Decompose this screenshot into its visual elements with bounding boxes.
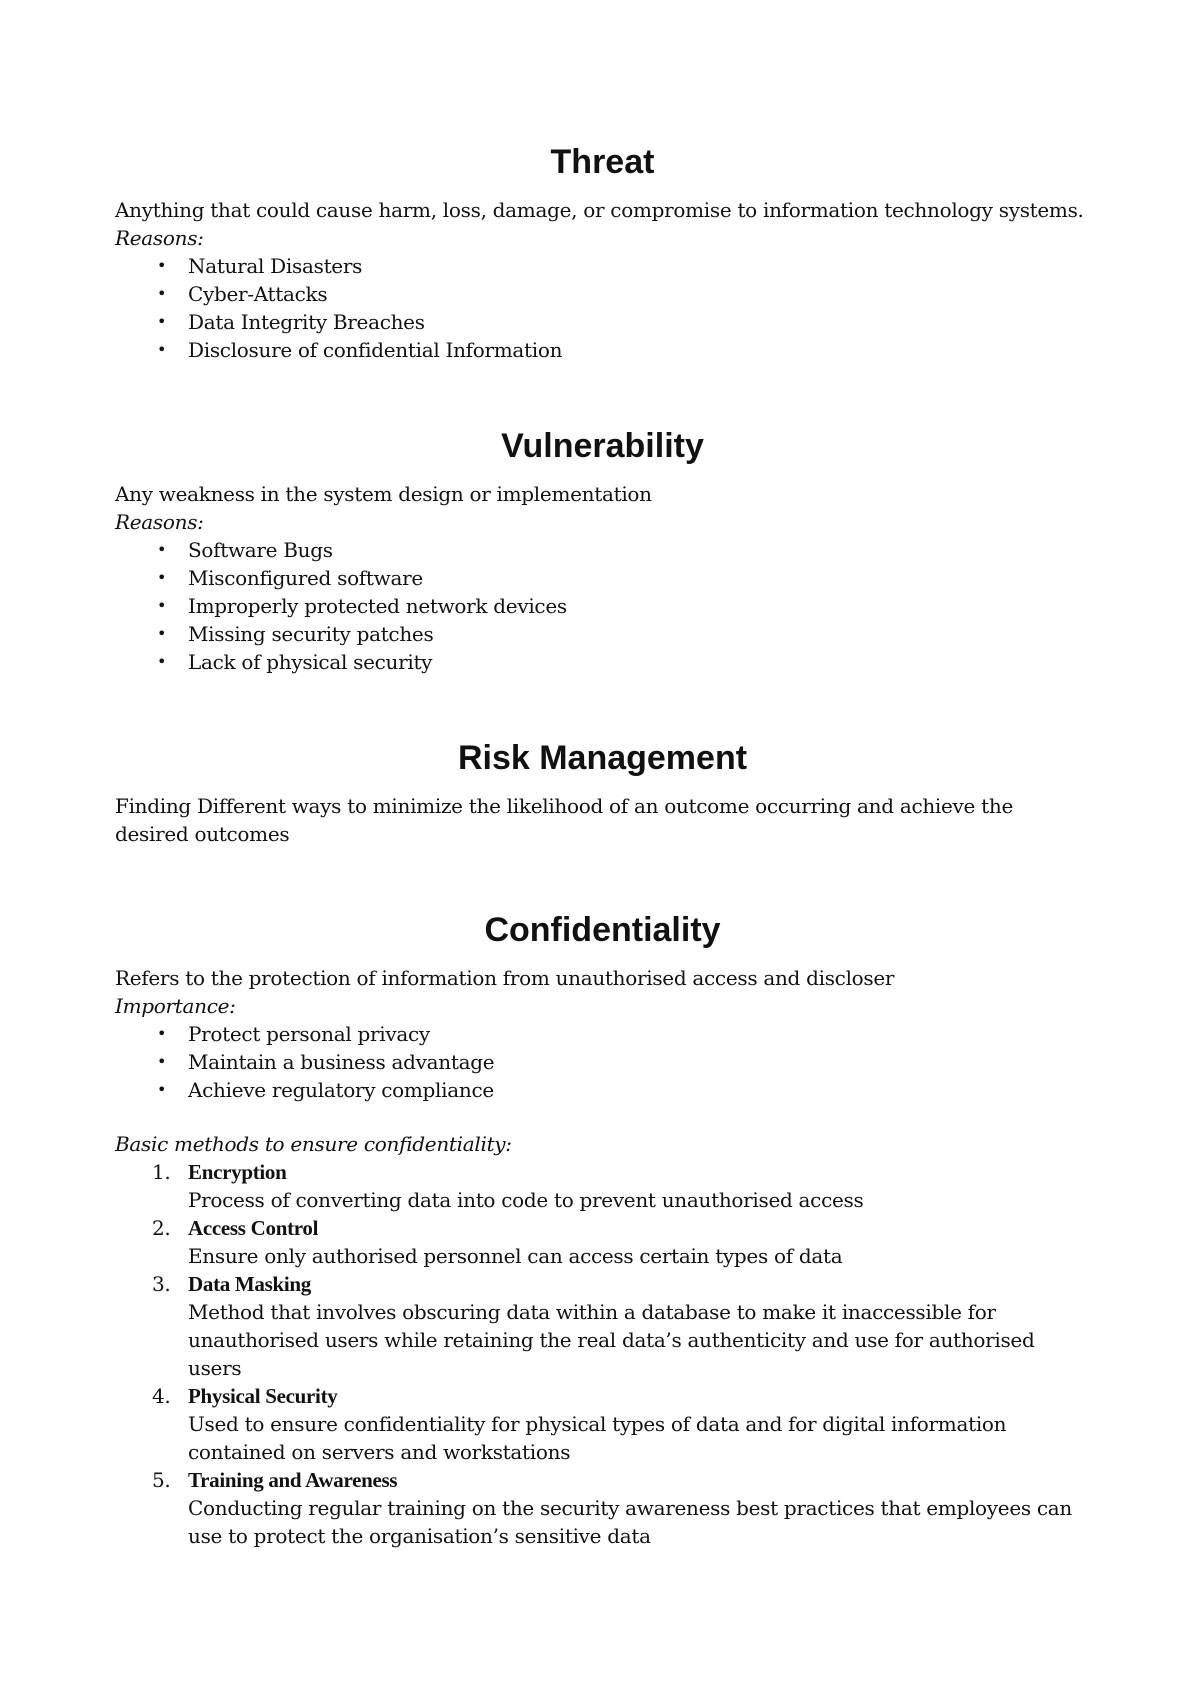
method-text: Ensure only authorised personnel can access certain types of data: [188, 1244, 843, 1268]
method-number: 2.: [152, 1216, 171, 1240]
method-title: Physical Security: [188, 1384, 338, 1408]
list-item-text: Lack of physical security: [188, 650, 433, 674]
list-item-text: Disclosure of confidential Information: [188, 338, 563, 362]
list-item-text: Misconfigured software: [188, 566, 423, 590]
bullet-icon: •: [157, 1052, 167, 1071]
document-page: [115, 138, 1090, 1550]
list-item-text: Data Integrity Breaches: [188, 310, 425, 334]
list-item: [155, 1076, 1090, 1104]
method-item: [152, 1158, 1090, 1214]
bullet-list: [115, 1020, 1090, 1104]
method-number: 5.: [152, 1468, 171, 1492]
section-threat: [115, 138, 1090, 364]
bullet-list: [115, 252, 1090, 364]
list-item-text: Natural Disasters: [188, 254, 363, 278]
method-item: [152, 1466, 1090, 1550]
section-description: Refers to the protection of information from unauthorised access and discloser: [115, 966, 895, 990]
methods-list: [115, 1158, 1090, 1550]
list-item: [155, 564, 1090, 592]
list-item-text: Missing security patches: [188, 622, 434, 646]
list-item: [155, 592, 1090, 620]
list-item: [155, 536, 1090, 564]
bullet-icon: •: [157, 284, 167, 303]
method-title: Encryption: [188, 1160, 287, 1184]
list-item-text: Software Bugs: [188, 538, 333, 562]
list-item: [155, 252, 1090, 280]
section-heading: Threat: [550, 143, 655, 181]
list-item: [155, 1020, 1090, 1048]
bullet-icon: •: [157, 624, 167, 643]
section-label: Reasons:: [115, 510, 204, 534]
methods-label: Basic methods to ensure confidentiality:: [115, 1132, 512, 1156]
section-description: Finding Different ways to minimize the likelihood of an outcome occurring and achieve the desired outcomes: [115, 794, 1013, 846]
section-heading: Vulnerability: [501, 427, 704, 465]
section-label: Reasons:: [115, 226, 204, 250]
method-number: 3.: [152, 1272, 171, 1296]
method-text: Process of converting data into code to prevent unauthorised access: [188, 1188, 864, 1212]
list-item: [155, 280, 1090, 308]
method-number: 4.: [152, 1384, 171, 1408]
section-heading: Risk Management: [457, 739, 748, 777]
method-title: Access Control: [188, 1216, 319, 1240]
bullet-icon: •: [157, 1024, 167, 1043]
section-vulnerability: [115, 422, 1090, 676]
section-description: Anything that could cause harm, loss, damage, or compromise to information technology systems.: [115, 198, 1084, 222]
method-text: Conducting regular training on the security awareness best practices that employees can use to protect the organisation’s sensitive data: [188, 1496, 1072, 1548]
list-item: [155, 308, 1090, 336]
section-description: Any weakness in the system design or implementation: [115, 482, 652, 506]
method-title: Training and Awareness: [188, 1468, 398, 1492]
list-item: [155, 1048, 1090, 1076]
list-item-text: Improperly protected network devices: [188, 594, 567, 618]
list-item-text: Protect personal privacy: [188, 1022, 430, 1046]
method-item: [152, 1214, 1090, 1270]
method-text: Used to ensure confidentiality for physical types of data and for digital information contained on servers and workstations: [188, 1412, 1007, 1464]
list-item-text: Achieve regulatory compliance: [188, 1078, 494, 1102]
bullet-list: [115, 536, 1090, 676]
method-item: [152, 1382, 1090, 1466]
bullet-icon: •: [157, 568, 167, 587]
bullet-icon: •: [157, 652, 167, 671]
section-label: Importance:: [115, 994, 236, 1018]
list-item-text: Maintain a business advantage: [188, 1050, 495, 1074]
list-item: [155, 648, 1090, 676]
section-confidentiality: [115, 906, 1090, 1550]
list-item: [155, 620, 1090, 648]
method-text: Method that involves obscuring data within a database to make it inaccessible for unauthorised users while retaining the real data’s authenticity and use for authorised users: [188, 1300, 1035, 1380]
bullet-icon: •: [157, 596, 167, 615]
method-title: Data Masking: [188, 1272, 311, 1296]
list-item: [155, 336, 1090, 364]
bullet-icon: •: [157, 540, 167, 559]
bullet-icon: •: [157, 256, 167, 275]
method-number: 1.: [152, 1160, 171, 1184]
list-item-text: Cyber-Attacks: [188, 282, 328, 306]
bullet-icon: •: [157, 1080, 167, 1099]
section-heading: Confidentiality: [484, 911, 721, 949]
bullet-icon: •: [157, 340, 167, 359]
method-item: [152, 1270, 1090, 1382]
bullet-icon: •: [157, 312, 167, 331]
section-risk-management: [115, 734, 1090, 848]
